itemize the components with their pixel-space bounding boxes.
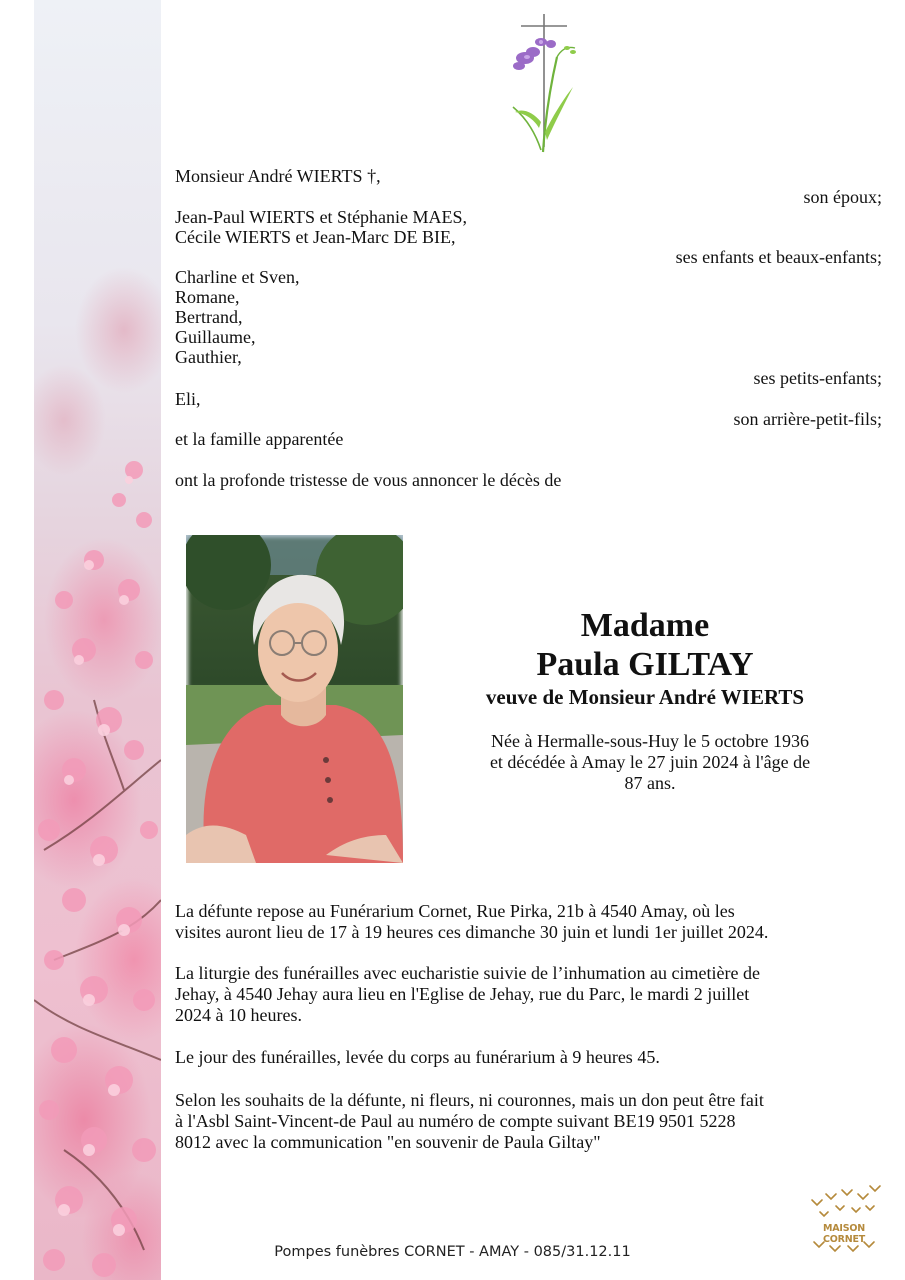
- deceased-portrait-photo: [186, 535, 403, 863]
- wishes-line: Selon les souhaits de la défunte, ni fleurs, ni couronnes, mais un don peut être fait: [175, 1090, 764, 1110]
- grandchild-line: Bertrand,: [175, 307, 243, 327]
- funeral-home-contact: Pompes funèbres CORNET - AMAY - 085/31.12.11: [274, 1244, 631, 1260]
- bird-flock-logo-icon: [802, 1180, 886, 1260]
- birth-line: Née à Hermalle-sous-Huy le 5 octobre 1936: [491, 731, 809, 751]
- widow-of-line: veuve de Monsieur André WIERTS: [485, 685, 805, 709]
- portrait-illustration: [186, 535, 403, 863]
- cross-flower-icon: [505, 12, 583, 157]
- liturgy-line: La liturgie des funérailles avec eucharistie suivie de l’inhumation au cimetière de: [175, 963, 760, 983]
- floral-banner: [34, 0, 161, 1280]
- visits-paragraph: [175, 901, 895, 943]
- relatives-line: et la famille apparentée: [175, 429, 344, 449]
- children-role: ses enfants et beaux-enfants;: [675, 247, 882, 267]
- maison-cornet-logo: [802, 1180, 886, 1260]
- wishes-line: à l'Asbl Saint-Vincent-de Paul au numéro de compte suivant BE19 9501 5228: [175, 1111, 736, 1131]
- liturgy-line: 2024 à 10 heures.: [175, 1005, 302, 1025]
- wishes-line: 8012 avec la communication "en souvenir de Paula Giltay": [175, 1132, 601, 1152]
- liturgy-paragraph: [175, 963, 895, 1026]
- liturgy-line: Jehay, à 4540 Jehay aura lieu en l'Eglise de Jehay, rue du Parc, le mardi 2 juillet: [175, 984, 750, 1004]
- great-grandchild-name: Eli,: [175, 389, 201, 409]
- grandchildren-role: ses petits-enfants;: [753, 368, 882, 388]
- spouse-name: Monsieur André WIERTS †,: [175, 166, 381, 186]
- spouse-role: son époux;: [803, 187, 882, 207]
- visits-line: La défunte repose au Funérarium Cornet, Rue Pirka, 21b à 4540 Amay, où les: [175, 901, 735, 921]
- grandchild-line: Romane,: [175, 287, 240, 307]
- death-line: et décédée à Amay le 27 juin 2024 à l'âge de: [489, 752, 811, 772]
- deceased-title: Madame: [580, 607, 710, 644]
- logo-text: MAISON CORNET: [822, 1223, 866, 1245]
- deceased-name: Paula GILTAY: [536, 646, 754, 683]
- child-line: Jean-Paul WIERTS et Stéphanie MAES,: [175, 207, 468, 227]
- wishes-paragraph: [175, 1090, 895, 1153]
- grandchild-line: Charline et Sven,: [175, 267, 300, 287]
- departure-paragraph: Le jour des funérailles, levée du corps au funérarium à 9 heures 45.: [175, 1047, 660, 1067]
- announcement-line: ont la profonde tristesse de vous annoncer le décès de: [175, 470, 562, 490]
- birth-death-info: [440, 731, 860, 794]
- grandchild-line: Guillaume,: [175, 327, 256, 347]
- visits-line: visites auront lieu de 17 à 19 heures ces dimanche 30 juin et lundi 1er juillet 2024.: [175, 922, 769, 942]
- child-line: Cécile WIERTS et Jean-Marc DE BIE,: [175, 227, 456, 247]
- great-grandchild-role: son arrière-petit-fils;: [733, 409, 882, 429]
- age-line: 87 ans.: [624, 773, 676, 793]
- grandchild-line: Gauthier,: [175, 347, 242, 367]
- cherry-blossom-branch-art: [34, 0, 161, 1280]
